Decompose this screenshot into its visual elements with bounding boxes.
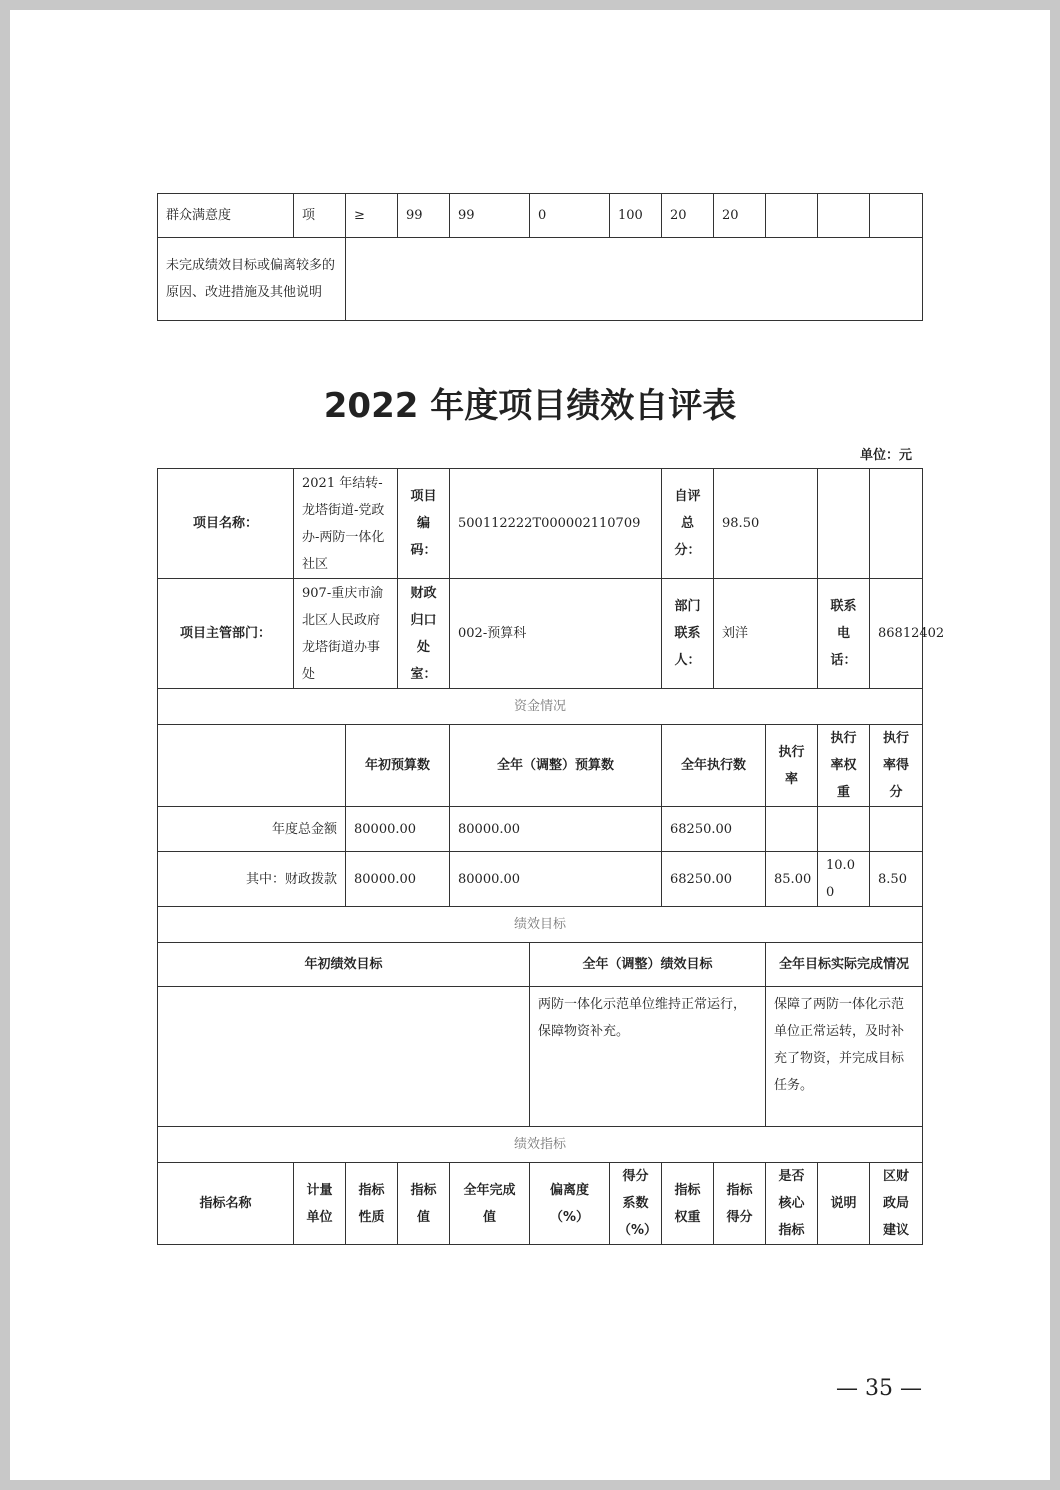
- satisfaction-row: [158, 194, 923, 238]
- funds-row-score: [870, 807, 923, 852]
- goals-initial-value: [158, 987, 530, 1127]
- indicators-section-header: 绩效指标: [158, 1127, 923, 1163]
- indicator-header-unit: 计量单位: [294, 1163, 346, 1245]
- indicator-header-nature: 指标性质: [346, 1163, 398, 1245]
- indicator-header-actual: 全年完成值: [450, 1163, 530, 1245]
- funds-row-rate: 85.00: [766, 852, 818, 907]
- satisfaction-table: [157, 193, 923, 321]
- goals-section-row: [158, 907, 923, 943]
- goals-header-adjusted: 全年（调整）绩效目标: [530, 943, 766, 987]
- explanation-value: [346, 238, 923, 321]
- funds-header-rate: 执行率: [766, 725, 818, 807]
- funds-header-executed: 全年执行数: [662, 725, 766, 807]
- funds-row-label: 年度总金额: [158, 807, 346, 852]
- score-label: 自评总分：: [662, 469, 714, 579]
- department-value: 907-重庆市渝北区人民政府龙塔街道办事处: [294, 579, 398, 689]
- funds-header-blank: [158, 725, 346, 807]
- indicator-note: [818, 194, 870, 238]
- project-code-label: 项目编码：: [398, 469, 450, 579]
- goals-header-row: [158, 943, 923, 987]
- project-info-row: [158, 469, 923, 579]
- indicator-actual: 99: [450, 194, 530, 238]
- document-page: [10, 10, 1050, 1480]
- finance-office-value: 002-预算科: [450, 579, 662, 689]
- contact-value: 刘洋: [714, 579, 818, 689]
- indicator-nature: ≥: [346, 194, 398, 238]
- page-title: 2022 年度项目绩效自评表: [323, 386, 737, 426]
- funds-header-score: 执行率得分: [870, 725, 923, 807]
- funds-row: [158, 852, 923, 907]
- funds-row-score: 8.50: [870, 852, 923, 907]
- indicators-header-row: [158, 1163, 923, 1245]
- indicator-header-core: 是否核心指标: [766, 1163, 818, 1245]
- funds-header-weight: 执行率权重: [818, 725, 870, 807]
- phone-value: 86812402: [870, 579, 923, 689]
- indicator-header-score: 指标得分: [714, 1163, 766, 1245]
- funds-row-weight: [818, 807, 870, 852]
- project-code-value: 500112222T000002110709: [450, 469, 662, 579]
- goals-actual-value: 保障了两防一体化示范单位正常运转，及时补充了物资，并完成目标任务。: [766, 987, 923, 1127]
- evaluation-table: [157, 468, 945, 1245]
- funds-row-initial: 80000.00: [346, 852, 450, 907]
- funds-row-weight: 10.00: [818, 852, 870, 907]
- funds-row: [158, 807, 923, 852]
- funds-row-initial: 80000.00: [346, 807, 450, 852]
- indicator-coefficient: 100: [610, 194, 662, 238]
- explanation-row: [158, 238, 923, 321]
- indicator-core: [766, 194, 818, 238]
- funds-header-adjusted: 全年（调整）预算数: [450, 725, 662, 807]
- indicator-header-coefficient: 得分系数（%）: [610, 1163, 662, 1245]
- indicator-unit: 项: [294, 194, 346, 238]
- indicator-header-value: 指标值: [398, 1163, 450, 1245]
- indicator-score: 20: [714, 194, 766, 238]
- funds-row-label: 其中：财政拨款: [158, 852, 346, 907]
- empty-cell: [870, 469, 923, 579]
- score-value: 98.50: [714, 469, 818, 579]
- project-name-value: 2021 年结转-龙塔街道-党政办-两防一体化社区: [294, 469, 398, 579]
- phone-label: 联系电话：: [818, 579, 870, 689]
- contact-label: 部门联系人：: [662, 579, 714, 689]
- funds-row-adjusted: 80000.00: [450, 807, 662, 852]
- indicator-name: 群众满意度: [158, 194, 294, 238]
- page-number: — 35 —: [836, 1376, 922, 1401]
- finance-office-label: 财政归口处室：: [398, 579, 450, 689]
- indicator-header-deviation: 偏离度（%）: [530, 1163, 610, 1245]
- department-label: 项目主管部门：: [158, 579, 294, 689]
- funds-row-adjusted: 80000.00: [450, 852, 662, 907]
- funds-section-row: [158, 689, 923, 725]
- indicator-header-name: 指标名称: [158, 1163, 294, 1245]
- indicator-suggestion: [870, 194, 923, 238]
- goals-header-initial: 年初绩效目标: [158, 943, 530, 987]
- project-name-label: 项目名称：: [158, 469, 294, 579]
- indicator-deviation: 0: [530, 194, 610, 238]
- indicators-section-row: [158, 1127, 923, 1163]
- goals-header-actual: 全年目标实际完成情况: [766, 943, 923, 987]
- department-info-row: [158, 579, 923, 689]
- goals-section-header: 绩效目标: [158, 907, 923, 943]
- explanation-label: 未完成绩效目标或偏离较多的原因、改进措施及其他说明: [158, 238, 346, 321]
- funds-header-row: [158, 725, 923, 807]
- indicator-value: 99: [398, 194, 450, 238]
- funds-section-header: 资金情况: [158, 689, 923, 725]
- funds-row-rate: [766, 807, 818, 852]
- funds-row-executed: 68250.00: [662, 852, 766, 907]
- goals-row: [158, 987, 923, 1127]
- funds-row-executed: 68250.00: [662, 807, 766, 852]
- indicator-weight: 20: [662, 194, 714, 238]
- empty-cell: [818, 469, 870, 579]
- goals-adjusted-value: 两防一体化示范单位维持正常运行，保障物资补充。: [530, 987, 766, 1127]
- indicator-header-note: 说明: [818, 1163, 870, 1245]
- unit-label: 单位：元: [859, 448, 912, 463]
- funds-header-initial: 年初预算数: [346, 725, 450, 807]
- indicator-header-weight: 指标权重: [662, 1163, 714, 1245]
- indicator-header-suggestion: 区财政局建议: [870, 1163, 923, 1245]
